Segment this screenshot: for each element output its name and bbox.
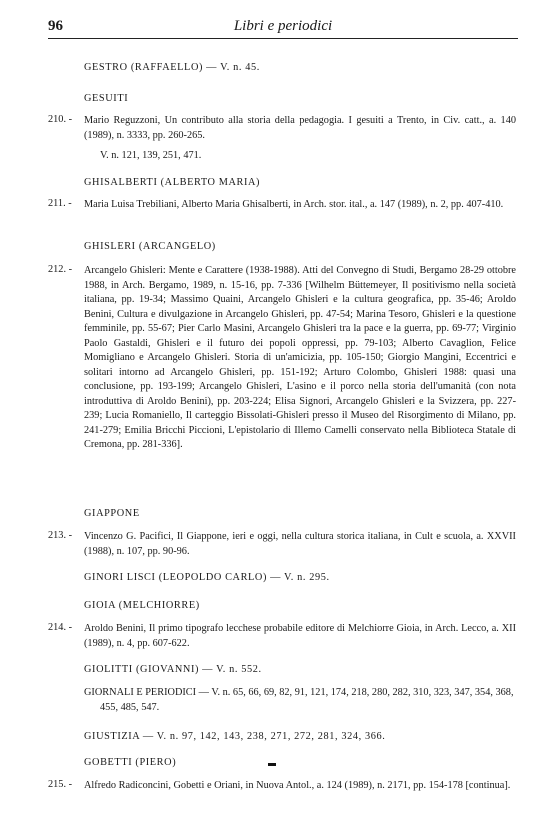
entry-number: 211. - xyxy=(48,198,72,209)
entry-number: 213. - xyxy=(48,530,73,541)
page-number: 96 xyxy=(48,18,63,34)
entry-text: Aroldo Benini, Il primo tipografo lecchese probabile editore di Melchiorre Gioia, in Arch. Lecco, a. XII (1989), n. 4, pp. 607-622. xyxy=(84,623,516,649)
heading-gioia: GIOIA (MELCHIORRE) xyxy=(84,600,200,611)
heading-giappone: GIAPPONE xyxy=(84,508,140,519)
smudge-mark xyxy=(268,763,276,766)
entry-text: Vincenzo G. Pacifici, Il Giappone, ieri e oggi, nella cultura storica italiana, in Cult e scuola, a. XXVII (1988), n. 107, pp. 90-96. xyxy=(84,531,516,557)
running-header xyxy=(48,18,518,40)
cross-ref-giustizia: GIUSTIZIA — V. n. 97, 142, 143, 238, 271, 272, 281, 324, 366. xyxy=(84,731,386,742)
cross-ref-giornali-periodici: GIORNALI E PERIODICI — V. n. 65, 66, 69, 82, 91, 121, 174, 218, 280, 282, 310, 323, 347, 354, 368, 455, 485, 547. xyxy=(84,687,514,713)
cross-ref-ginori-lisci: GINORI LISCI (LEOPOLDO CARLO) — V. n. 295. xyxy=(84,572,330,583)
entry-number: 215. - xyxy=(48,779,73,790)
entry-text: Mario Reguzzoni, Un contributo alla storia della pedagogia. I gesuiti a Trento, in Civ. catt., a. 140 (1989), n. 3333, pp. 260-265. xyxy=(84,115,516,141)
heading-ghisleri: GHISLERI (ARCANGELO) xyxy=(84,241,216,252)
entry-number: 212. - xyxy=(48,264,73,275)
entry-text: Alfredo Radiconcini, Gobetti e Oriani, in Nuova Antol., a. 124 (1989), n. 2171, pp. 154-178 [continua]. xyxy=(84,780,511,791)
cross-ref-giolitti: GIOLITTI (GIOVANNI) — V. n. 552. xyxy=(84,664,262,675)
running-title: Libri e periodici xyxy=(233,18,333,34)
header-rule xyxy=(48,38,518,39)
heading-ghisalberti: GHISALBERTI (ALBERTO MARIA) xyxy=(84,177,261,188)
see-also-210: V. n. 121, 139, 251, 471. xyxy=(100,150,202,161)
cross-ref-gestro: GESTRO (RAFFAELLO) — V. n. 45. xyxy=(84,62,260,73)
entry-text: Arcangelo Ghisleri: Mente e Carattere (1938-1988). Atti del Convegno di Studi, Bergamo 28-29 ottobre 1988, in Arch. Bergamo, 1989, n. 15-16, pp. 7-336 [Wilhelm Büttemeyer, Il positivismo nella società italiana, pp. 19-34; Massimo Quaini, Arcangelo Ghisleri e la cultura geografica, pp. 35-46; Aroldo Benini, Cultura e divulgazione in Arcangelo Ghisleri, pp. 47-54; Marina Tesoro, Ghisleri e la questione femminile, pp. 55-67; Pier Carlo Masini, Arcangelo Ghisleri tra la pace e la guerra, pp. 69-77; Virginio Paolo Gastaldi, Ghisleri e il futuro dei popoli oppressi, pp. 79-103; Alberto Cavaglion, Felice Momigliano e Arcangelo Ghisleri. Storia di un'amicizia, pp. 105-150; Giorgio Mangini, Eccentrici e solitari intorno ad Arcangelo Ghisleri, pp. 151-192; Arturo Colombo, Ghisleri 1988: quasi una conclusione, pp. 193-199; Arcangelo Ghisleri, L'asino e il porco nella storia dell'umanità (con nota introduttiva di Aroldo Benini), pp. 203-224; Elisa Signori, Arcangelo Ghisleri e la Svizzera, pp. 227-239; Lucia Romaniello, Il carteggio Bissolati-Ghisleri presso il Museo del Risorgimento di Milano, pp. 241-279; Emilia Bricchi Piccioni, L'epistolario di Illemo Camelli conservato nella Biblioteca Statale di Cremona, pp. 281-336]. xyxy=(84,265,516,450)
entry-number: 214. - xyxy=(48,622,73,633)
entry-number: 210. - xyxy=(48,114,73,125)
heading-gesuiti: GESUITI xyxy=(84,93,129,104)
entry-text: Maria Luisa Trebiliani, Alberto Maria Ghisalberti, in Arch. stor. ital., a. 147 (1989), n. 2, pp. 407-410. xyxy=(84,199,504,210)
heading-gobetti: GOBETTI (PIERO) xyxy=(84,757,177,768)
